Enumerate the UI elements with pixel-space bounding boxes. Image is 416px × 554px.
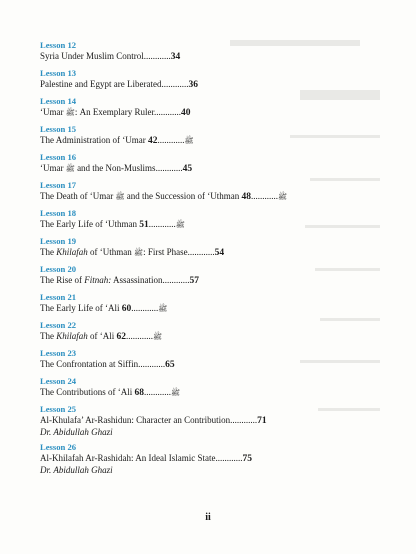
page-ref: 60 — [121, 304, 132, 314]
lesson-title-line — [40, 135, 380, 147]
leader-dots: ............ — [131, 303, 159, 313]
toc-entry — [40, 236, 380, 259]
lesson-title-line — [40, 219, 380, 231]
lesson-title: Palestine and Egypt are Liberated — [40, 79, 162, 89]
toc-entry — [40, 152, 380, 175]
lesson-title-line — [40, 453, 380, 465]
lesson-title: The Confrontation at Siffin — [40, 359, 139, 369]
toc-entry — [40, 348, 380, 371]
lesson-title-line — [40, 163, 380, 175]
leader-dots: ............ — [148, 219, 176, 229]
author: Dr. Abidullah Ghazi — [40, 465, 113, 475]
leader-dots: ............ — [155, 163, 183, 173]
toc-entry — [40, 40, 380, 63]
lesson-title: Al-Khulafa’ Ar-Rashidun: Character an Contribution — [40, 415, 231, 425]
lesson-title: The Khilafah of ‘Uthman ﷺ: First Phase — [40, 247, 188, 257]
lesson-title: The Rise of Fitnah: Assassination — [40, 275, 163, 285]
toc-entry — [40, 320, 380, 343]
leader-dots: ............ — [230, 415, 258, 425]
lesson-title: The Contributions of ‘Ali ﷺ — [40, 387, 181, 397]
table-of-contents — [40, 40, 380, 480]
lesson-title-line — [40, 415, 380, 427]
lesson-number: Lesson 18 — [40, 208, 77, 218]
lesson-number: Lesson 15 — [40, 124, 77, 134]
leader-dots: ............ — [161, 79, 189, 89]
leader-dots: ............ — [157, 135, 185, 145]
lesson-title-line — [40, 387, 380, 399]
lesson-title-line — [40, 275, 380, 287]
lesson-title-line — [40, 247, 380, 259]
lesson-title: The Death of ‘Umar ﷺ and the Succession of ‘Uthman ﷺ — [40, 191, 288, 201]
lesson-title-line — [40, 331, 380, 343]
lesson-number: Lesson 12 — [40, 40, 77, 50]
lesson-number: Lesson 20 — [40, 264, 77, 274]
page-ref: 48 — [241, 192, 252, 202]
lesson-title-line — [40, 107, 380, 119]
page-ref: 54 — [214, 248, 225, 258]
lesson-number: Lesson 16 — [40, 152, 77, 162]
lesson-title: ‘Umar ﷺ: An Exemplary Ruler — [40, 107, 155, 117]
lesson-title-line — [40, 191, 380, 203]
toc-entry — [40, 96, 380, 119]
page-ref: 45 — [182, 164, 193, 174]
toc-entry — [40, 264, 380, 287]
toc-entry — [40, 376, 380, 399]
lesson-title: Syria Under Muslim Control — [40, 51, 144, 61]
toc-entry — [40, 124, 380, 147]
lesson-number: Lesson 22 — [40, 320, 77, 330]
leader-dots: ............ — [162, 275, 190, 285]
lesson-title: The Administration of ‘Umar ﷺ — [40, 135, 194, 145]
lesson-number: Lesson 19 — [40, 236, 77, 246]
toc-entry — [40, 180, 380, 203]
lesson-title-line — [40, 79, 380, 91]
leader-dots: ............ — [215, 453, 243, 463]
page-ref: 34 — [170, 52, 181, 62]
page-ref: 51 — [139, 220, 149, 230]
lesson-number: Lesson 21 — [40, 292, 77, 302]
lesson-title: Al-Khilafah Ar-Rashidah: An Ideal Islamic State — [40, 453, 216, 463]
lesson-number: Lesson 24 — [40, 376, 77, 386]
page-ref: 65 — [165, 360, 175, 370]
page-number: ii — [205, 512, 211, 523]
lesson-number: Lesson 25 — [40, 404, 77, 414]
page-ref: 40 — [181, 108, 191, 118]
lesson-title: The Khilafah of ‘Ali ﷺ — [40, 331, 163, 341]
lesson-title-line — [40, 359, 380, 371]
page-ref: 57 — [189, 276, 200, 286]
leader-dots: ............ — [143, 51, 171, 61]
page-ref: 75 — [242, 454, 253, 464]
lesson-number: Lesson 14 — [40, 96, 77, 106]
lesson-title: The Early Life of ‘Ali ﷺ — [40, 303, 168, 313]
lesson-title: The Early Life of ‘Uthman ﷺ — [40, 219, 185, 229]
lesson-title-line — [40, 51, 380, 63]
page-ref: 71 — [257, 416, 267, 426]
page-ref: 62 — [116, 332, 127, 342]
toc-entry — [40, 404, 380, 437]
leader-dots: ............ — [138, 359, 166, 369]
leader-dots: ............ — [126, 331, 154, 341]
toc-entry — [40, 292, 380, 315]
leader-dots: ............ — [251, 191, 279, 201]
lesson-number: Lesson 17 — [40, 180, 77, 190]
lesson-title: ‘Umar ﷺ and the Non-Muslims — [40, 163, 156, 173]
leader-dots: ............ — [154, 107, 182, 117]
page-ref: 42 — [147, 136, 158, 146]
lesson-number: Lesson 23 — [40, 348, 77, 358]
lesson-number: Lesson 13 — [40, 68, 77, 78]
toc-entry — [40, 208, 380, 231]
toc-entry — [40, 442, 380, 475]
leader-dots: ............ — [144, 387, 171, 397]
leader-dots: ............ — [187, 247, 215, 257]
author: Dr. Abidullah Ghazi — [40, 427, 113, 437]
page-ref: 68 — [134, 388, 144, 398]
toc-entry — [40, 68, 380, 91]
page-ref: 36 — [188, 80, 198, 90]
lesson-title-line — [40, 303, 380, 315]
lesson-number: Lesson 26 — [40, 442, 77, 452]
